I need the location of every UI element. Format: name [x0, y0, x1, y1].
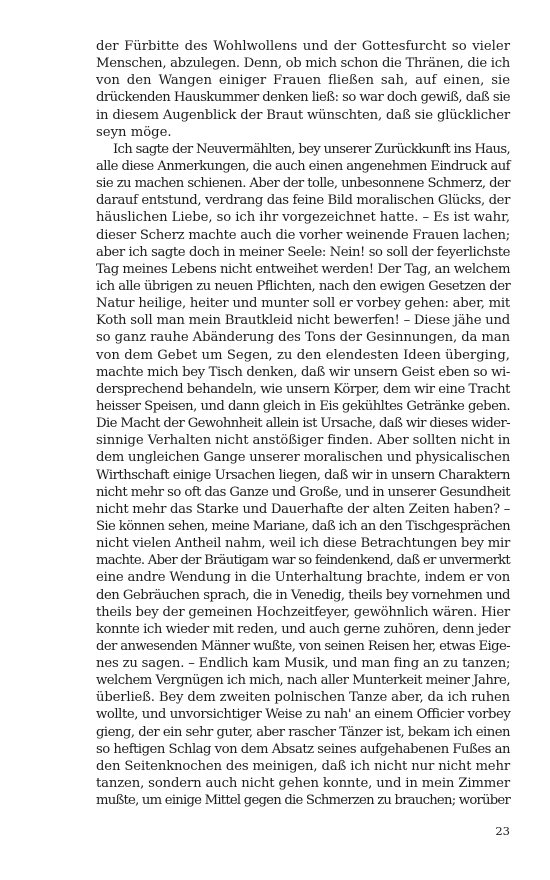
text-line: den Seitenknochen des meinigen, daß ich nicht nur nicht mehr: [96, 758, 510, 774]
text-line: konnte ich wieder mit reden, und auch gerne zuhören, denn jeder: [96, 621, 510, 637]
text-line: Wirthschaft einige Ursachen liegen, daß wir in unsern Charaktern: [96, 467, 510, 483]
text-line: Koth soll man mein Brautkleid nicht bewerfen! – Diese jähe und: [96, 313, 510, 329]
text-line: in diesem Augenblick der Braut wünschten, daß sie glücklicher: [96, 107, 510, 123]
text-line: heisser Speisen, und dann gleich in Eis gekühltes Getränke geben.: [96, 398, 510, 414]
text-line: häuslichen Liebe, so ich ihr vorgezeichnet hatte. – Es ist wahr,: [96, 210, 510, 226]
text-line: mußte, um einige Mittel gegen die Schmerzen zu brauchen; worüber: [96, 793, 510, 809]
text-line: gieng, der ein sehr guter, aber rascher Tänzer ist, bekam ich einen: [96, 724, 510, 740]
text-line: Die Macht der Gewohnheit allein ist Ursache, daß wir dieses wider-: [96, 416, 510, 432]
text-line-paragraph-start: Ich sagte der Neuvermählten, bey unserer Zurückkunft ins Haus,: [113, 141, 510, 157]
text-line: drückenden Hauskummer denken ließ: so war doch gewiß, daß sie: [96, 90, 511, 106]
text-line: darauf entstund, verdrang das feine Bild moralischen Glücks, der: [96, 193, 510, 209]
text-line: den Gebräuchen sprach, die in Venedig, theils bey vornehmen und: [96, 587, 510, 603]
text-line: aber ich sagte doch in meiner Seele: Nein! so soll der feyerlichste: [96, 244, 510, 260]
text-line: so ganz rauhe Abänderung des Tons der Gesinnungen, da man: [96, 330, 510, 346]
text-line-paragraph-end: seyn möge.: [96, 124, 172, 140]
text-line: Tag meines Lebens nicht entweihet werden! Der Tag, an welchem: [96, 261, 510, 277]
text-line: sie zu machen schienen. Aber der tolle, unbesonnene Schmerz, der: [96, 176, 510, 192]
text-line: tanzen, sondern auch nicht gehen konnte, und in mein Zimmer: [96, 776, 510, 792]
text-line: überließ. Bey dem zweiten polnischen Tanze aber, da ich ruhen: [96, 690, 510, 706]
text-line: Sie können sehen, meine Mariane, daß ich an den Tischgesprächen: [96, 518, 510, 534]
text-line: dem ungleichen Gange unserer moralischen und physicalischen: [96, 450, 510, 466]
text-line: nes zu sagen. – Endlich kam Musik, und man fing an zu tanzen;: [96, 656, 511, 672]
text-line: Menschen, abzulegen. Denn, ob mich schon die Thränen, die ich: [96, 56, 510, 72]
text-line: welchem Vergnügen ich mich, nach aller Munterkeit meiner Jahre,: [96, 673, 510, 689]
text-line: eine andre Wendung in die Unterhaltung brachte, indem er von: [96, 570, 510, 586]
text-line: theils bey der gemeinen Hochzeitfeyer, gewöhnlich wären. Hier: [96, 604, 510, 620]
text-line: so heftigen Schlag von dem Absatz seines aufgehabenen Fußes an: [96, 741, 510, 757]
text-line: alle diese Anmerkungen, die auch einen angenehmen Eindruck auf: [96, 158, 511, 174]
body-text: [96, 38, 510, 809]
text-line: nicht vielen Antheil nahm, weil ich diese Betrachtungen bey mir: [96, 536, 510, 552]
text-line: sinnige Verhalten nicht anstößiger finden. Aber sollten nicht in: [96, 433, 511, 449]
text-line: ich alle übrigen zu neuen Pflichten, nach den ewigen Gesetzen der: [96, 278, 511, 294]
text-line: dieser Scherz machte auch die vorher weinende Frauen lachen;: [96, 227, 510, 243]
text-line: nicht mehr das Starke und Dauerhafte der alten Zeiten haben? –: [96, 501, 510, 517]
text-line: machte. Aber der Bräutigam war so feindenkend, daß er unvermerkt: [96, 553, 510, 569]
text-line: machte mich bey Tisch denken, daß wir unsern Geist eben so wi-: [96, 364, 510, 380]
page-number: 23: [495, 824, 510, 838]
text-line: von dem Gebet um Segen, zu den elendesten Ideen überging,: [96, 347, 510, 363]
text-line: Natur heilige, heiter und munter soll er vorbey gehen: aber, mit: [96, 296, 510, 312]
text-line: wollte, und unvorsichtiger Weise zu nah' an einem Officier vorbey: [96, 707, 511, 723]
text-line: der anwesenden Männer wußte, von seinen Reisen her, etwas Eige-: [96, 638, 510, 654]
text-line: nicht mehr so oft das Ganze und Große, und in unserer Gesundheit: [96, 484, 510, 500]
text-line: der Fürbitte des Wohlwollens und der Gottesfurcht so vieler: [96, 39, 510, 54]
text-line: dersprechend behandeln, wie unsern Körper, dem wir eine Tracht: [96, 381, 510, 397]
text-line: von den Wangen einiger Frauen fließen sah, auf einen, sie: [96, 73, 510, 89]
